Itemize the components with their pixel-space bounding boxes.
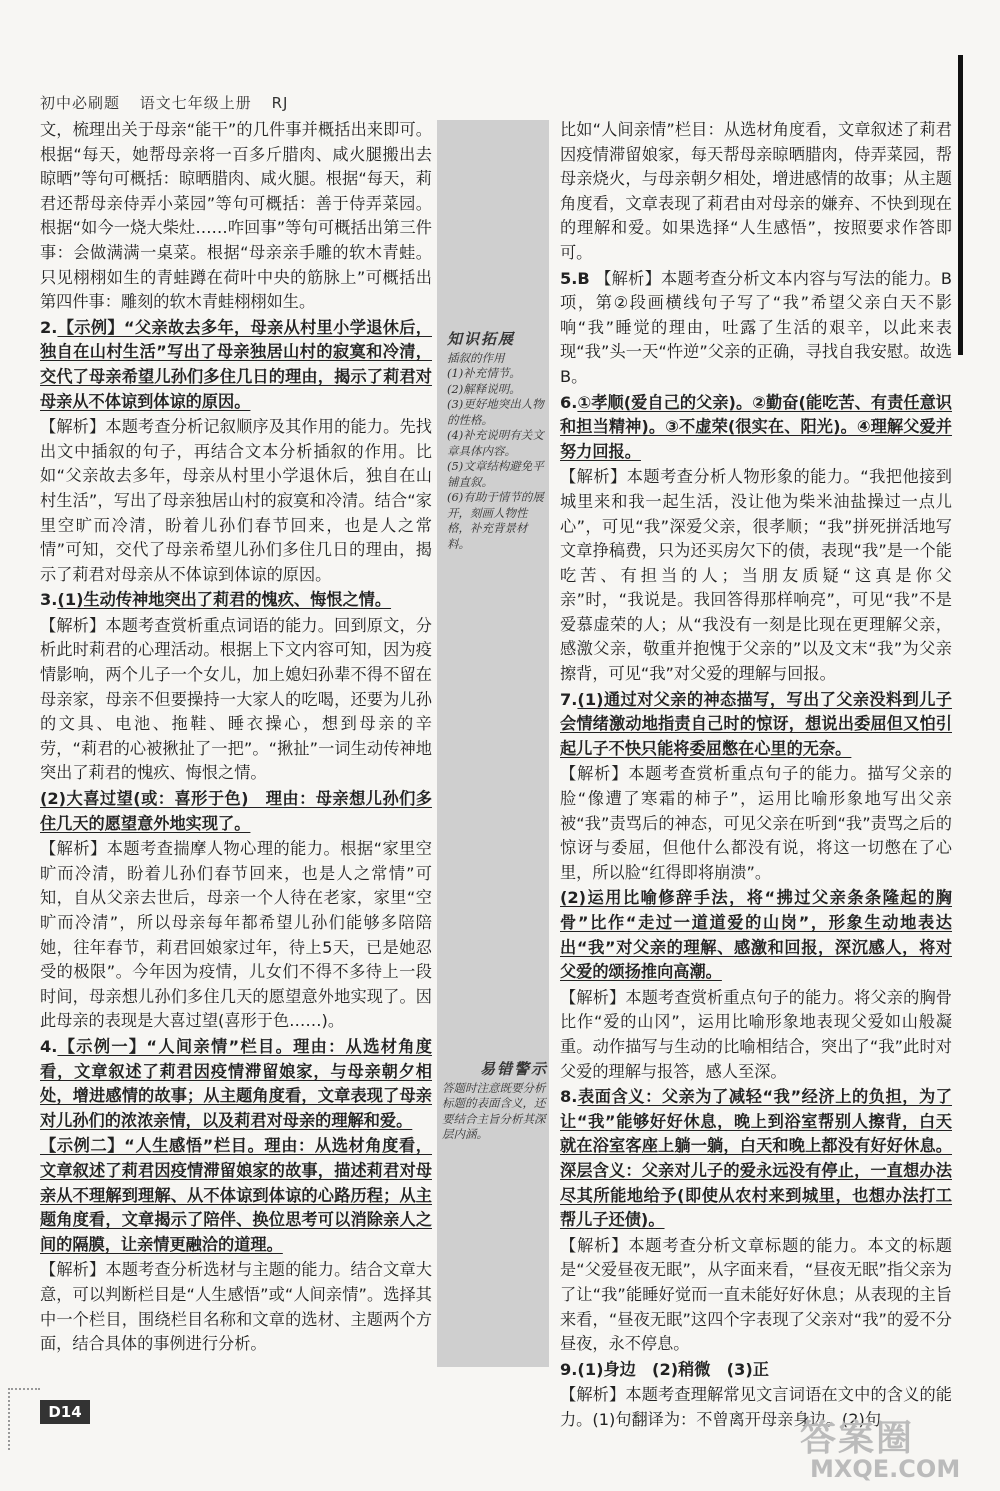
header-subject: 语文七年级上册 <box>139 94 252 112</box>
answer-3-1: 3.(1)生动传神地突出了莉君的愧疚、悔恨之情。 <box>40 590 392 610</box>
watermark-url: MXQE.COM <box>810 1455 961 1483</box>
answer-4-1: 4.【示例一】“人间亲情”栏目。理由：从选材角度看，文章叙述了莉君因疫情滞留娘家，与母亲朝夕相处，增进感情的故事；从主题角度看，文章表现了母亲对儿孙们的浓浓亲情，以及莉君对母亲的理解和爱。 <box>40 1036 432 1130</box>
analysis-7-1: 【解析】本题考查赏析重点句子的能力。描写父亲的脸“像遭了寒霜的柿子”，运用比喻形象地写出父亲被“我”责骂后的神态，可见父亲在听到“我”责骂之后的惊讶与委屈，但他什么都没有说，将这一切憋在了心里，所以脸“红得即将崩溃”。 <box>560 764 952 882</box>
analysis-8: 【解析】本题考查分析文章标题的能力。本文的标题是“父爱昼夜无眠”，从字面来看，“昼夜无眠”指父亲为了让“我”能睡好觉而一直未能好好休息；从表现的主旨来看，“昼夜无眠”这四个字表现了父亲对“我”的爱不分昼夜，永不停息。 <box>560 1235 952 1354</box>
analysis-9: 【解析】本题考查理解常见文言词语在文中的含义的能力。(1)句翻译为：不曾离开母亲身边。(2)句 <box>560 1385 952 1429</box>
header-series: 初中必刷题 <box>40 94 121 112</box>
tip-knowledge-title: 知识拓展 <box>447 330 516 348</box>
answer-6: 6.①孝顺(爱自己的父亲)。②勤奋(能吃苦、有责任意识和担当精神)。③不虚荣(很实在、阳光)。④理解父爱并努力回报。 <box>560 392 952 461</box>
tip-warning-body: 答题时注意既要分析标题的表面含义，还要结合主旨分析其深层内涵。 <box>442 1080 546 1141</box>
right-column <box>560 118 952 1433</box>
answer-9: 9.(1)身边 (2)稍微 (3)正 <box>560 1359 769 1379</box>
answer-2: 2.【示例】“父亲故去多年，母亲从村里小学退休后，独自在山村生活”写出了母亲独居山村的寂寞和冷清，交代了母亲希望儿孙们多住几日的理由，揭示了莉君对母亲从不体谅到体谅的原因。 <box>40 317 432 411</box>
answer-3-2: (2)大喜过望(或：喜形于色) 理由：母亲想儿孙们多住几天的愿望意外地实现了。 <box>40 789 432 833</box>
answer-8: 8.表面含义：父亲为了减轻“我”经济上的负担，为了让“我”能够好好休息，晚上到浴室帮别人擦背，白天就在浴室客座上躺一躺，白天和晚上都没有好好休息。深层含义：父亲对儿子的爱永远没有停止，一直想办法尽其所能地给予(即使从农村来到城里，也想办法打工帮儿子还债)。 <box>560 1087 952 1230</box>
analysis-3-1: 【解析】本题考查赏析重点词语的能力。回到原文，分析此时莉君的心理活动。根据上下文内容可知，因为疫情影响，两个儿子一个女儿，加上媳妇孙辈不得不留在母亲家，母亲不但要操持一大家人的吃喝，还要为儿孙的文具、电池、拖鞋、睡衣操心，想到母亲的辛劳，“莉君的心被揪扯了一把”。“揪扯”一词生动传神地突出了莉君的愧疚、悔恨之情。 <box>40 615 432 783</box>
answer-4-2: 【示例二】“人生感悟”栏目。理由：从选材角度看，文章叙述了莉君因疫情滞留娘家的故事，描述莉君对母亲从不理解到理解、从不体谅到体谅的心路历程；从主题角度看，文章揭示了陪伴、换位思考可以消除亲人之间的隔膜，让亲情更融洽的道理。 <box>40 1136 432 1254</box>
left-column <box>40 118 432 1358</box>
analysis-2: 【解析】本题考查分析记叙顺序及其作用的能力。先找出文中插叙的句子，再结合文本分析插叙的作用。比如“父亲故去多年，母亲从村里小学退休后，独自在山村生活”，写出了母亲独居山村的寂寞和冷清。结合“家里空旷而冷清，盼着儿孙们春节回来，也是人之常情”可知，交代了母亲希望儿孙们多住几日的理由，揭示了莉君对母亲从不体谅到体谅的原因。 <box>40 417 432 584</box>
edge-rule <box>958 55 963 355</box>
answer-1-tail: 文，梳理出关于母亲“能干”的几件事并概括出来即可。根据“每天，她帮母亲将一百多斤腊肉、咸火腿搬出去晾晒”等句可概括：晾晒腊肉、咸火腿。根据“每天，莉君还帮母亲侍弄小菜园”等句可概括：善于侍弄菜园。根据“如今一烧大柴灶……咋回事”等句可概括出第三件事：会做满满一桌菜。根据“母亲亲手雕的软木青蛙。只见栩栩如生的青蛙蹲在荷叶中央的筋脉上”可概括出第四件事：雕刻的软木青蛙栩栩如生。 <box>40 120 432 312</box>
answer-5: 5.B 【解析】本题考查分析文本内容与写法的能力。B项，第②段画横线句子写了“我”希望父亲白天不影响“我”睡觉的理由，吐露了生活的艰辛，以此来表现“我”头一天“忤逆”父亲的正确，寻找自我安慰。故选B。 <box>560 268 952 386</box>
analysis-7-2: 【解析】本题考查赏析重点句子的能力。将父亲的胸骨比作“爱的山冈”，运用比喻形象地表现父爱如山般凝重。动作描写与生动的比喻相结合，突出了“我”此时对父爱的理解与报答，感人至深。 <box>560 987 952 1081</box>
corner-dots <box>8 1388 40 1450</box>
margin-column <box>437 120 549 1367</box>
analysis-6: 【解析】本题考查分析人物形象的能力。“我把他接到城里来和我一起生活，没让他为柴米油盐操过一点儿心”，可见“我”深爱父亲，很孝顺；“我”拼死拼活地写文章挣稿费，只为还买房欠下的债，表现“我”是一个能吃苦、有担当的人；当朋友质疑“这真是你父亲”时，“我说是。我回答得那样响亮”，可见“我”不是爱慕虚荣的人；从“我没有一刻是比现在更理解父亲，感激父亲，敬重并抱愧于父亲的”以及文末“我”为父亲擦背，可见“我”对父爱的理解与回报。 <box>560 467 952 684</box>
analysis-3-2: 【解析】本题考查揣摩人物心理的能力。根据“家里空旷而冷清，盼着儿孙们春节回来，也是人之常情”可知，自从父亲去世后，母亲一个人待在老家，家里“空旷而冷清”，所以母亲每年都希望儿孙们能够多陪陪她，往年春节，莉君回娘家过年，待上5天，已是她忍受的极限”。今年因为疫情，儿女们不得不多待上一段时间，母亲想儿孙们多住几天的愿望意外地实现了。因此母亲的表现是大喜过望(喜形于色……)。 <box>40 839 432 1031</box>
analysis-4-tail: 比如“人间亲情”栏目：从选材角度看，文章叙述了莉君因疫情滞留娘家，每天帮母亲晾晒腊肉，侍弄菜园，帮母亲烧火，与母亲朝夕相处，增进感情的故事；从主题角度看，文章表现了莉君由对母亲的嫌弃、不快到现在的理解和爱。如果选择“人生感悟”，按照要求作答即可。 <box>560 120 952 262</box>
watermark-brand: 答案圈 <box>800 1418 915 1459</box>
tip-warning <box>442 1062 548 1143</box>
tip-knowledge <box>447 332 545 552</box>
analysis-4: 【解析】本题考查分析选材与主题的能力。结合文章大意，可以判断栏目是“人生感悟”或“人间亲情”。选择其中一个栏目，围绕栏目名称和文章的选材、主题两个方面，结合具体的事例进行分析。 <box>40 1260 432 1354</box>
page-header <box>40 92 302 113</box>
answer-7-2: (2)运用比喻修辞手法，将“拂过父亲条条隆起的胸骨”比作“走过一道道爱的山岗”，形象生动地表达出“我”对父亲的理解、感激和回报，深沉感人，将对父爱的颂扬推向高潮。 <box>560 888 952 982</box>
page-number: D14 <box>40 1400 90 1424</box>
tip-knowledge-body: 插叙的作用 (1)补充情节。 (2)解释说明。 (3)更好地突出人物的性格。 (4)补充说明有关文章具体内容。 (5)文章结构避免平铺直叙。 (6)有助于情节的展开，刻画人物性格，补充背景材料。 <box>447 350 544 551</box>
header-edition: RJ <box>271 94 289 112</box>
answer-7-1: 7.(1)通过对父亲的神态描写，写出了父亲没料到儿子会情绪激动地指责自己时的惊讶，想说出委屈但又怕引起儿子不快只能将委屈憋在心里的无奈。 <box>560 689 952 758</box>
tip-warning-title: 易错警示 <box>479 1060 548 1078</box>
